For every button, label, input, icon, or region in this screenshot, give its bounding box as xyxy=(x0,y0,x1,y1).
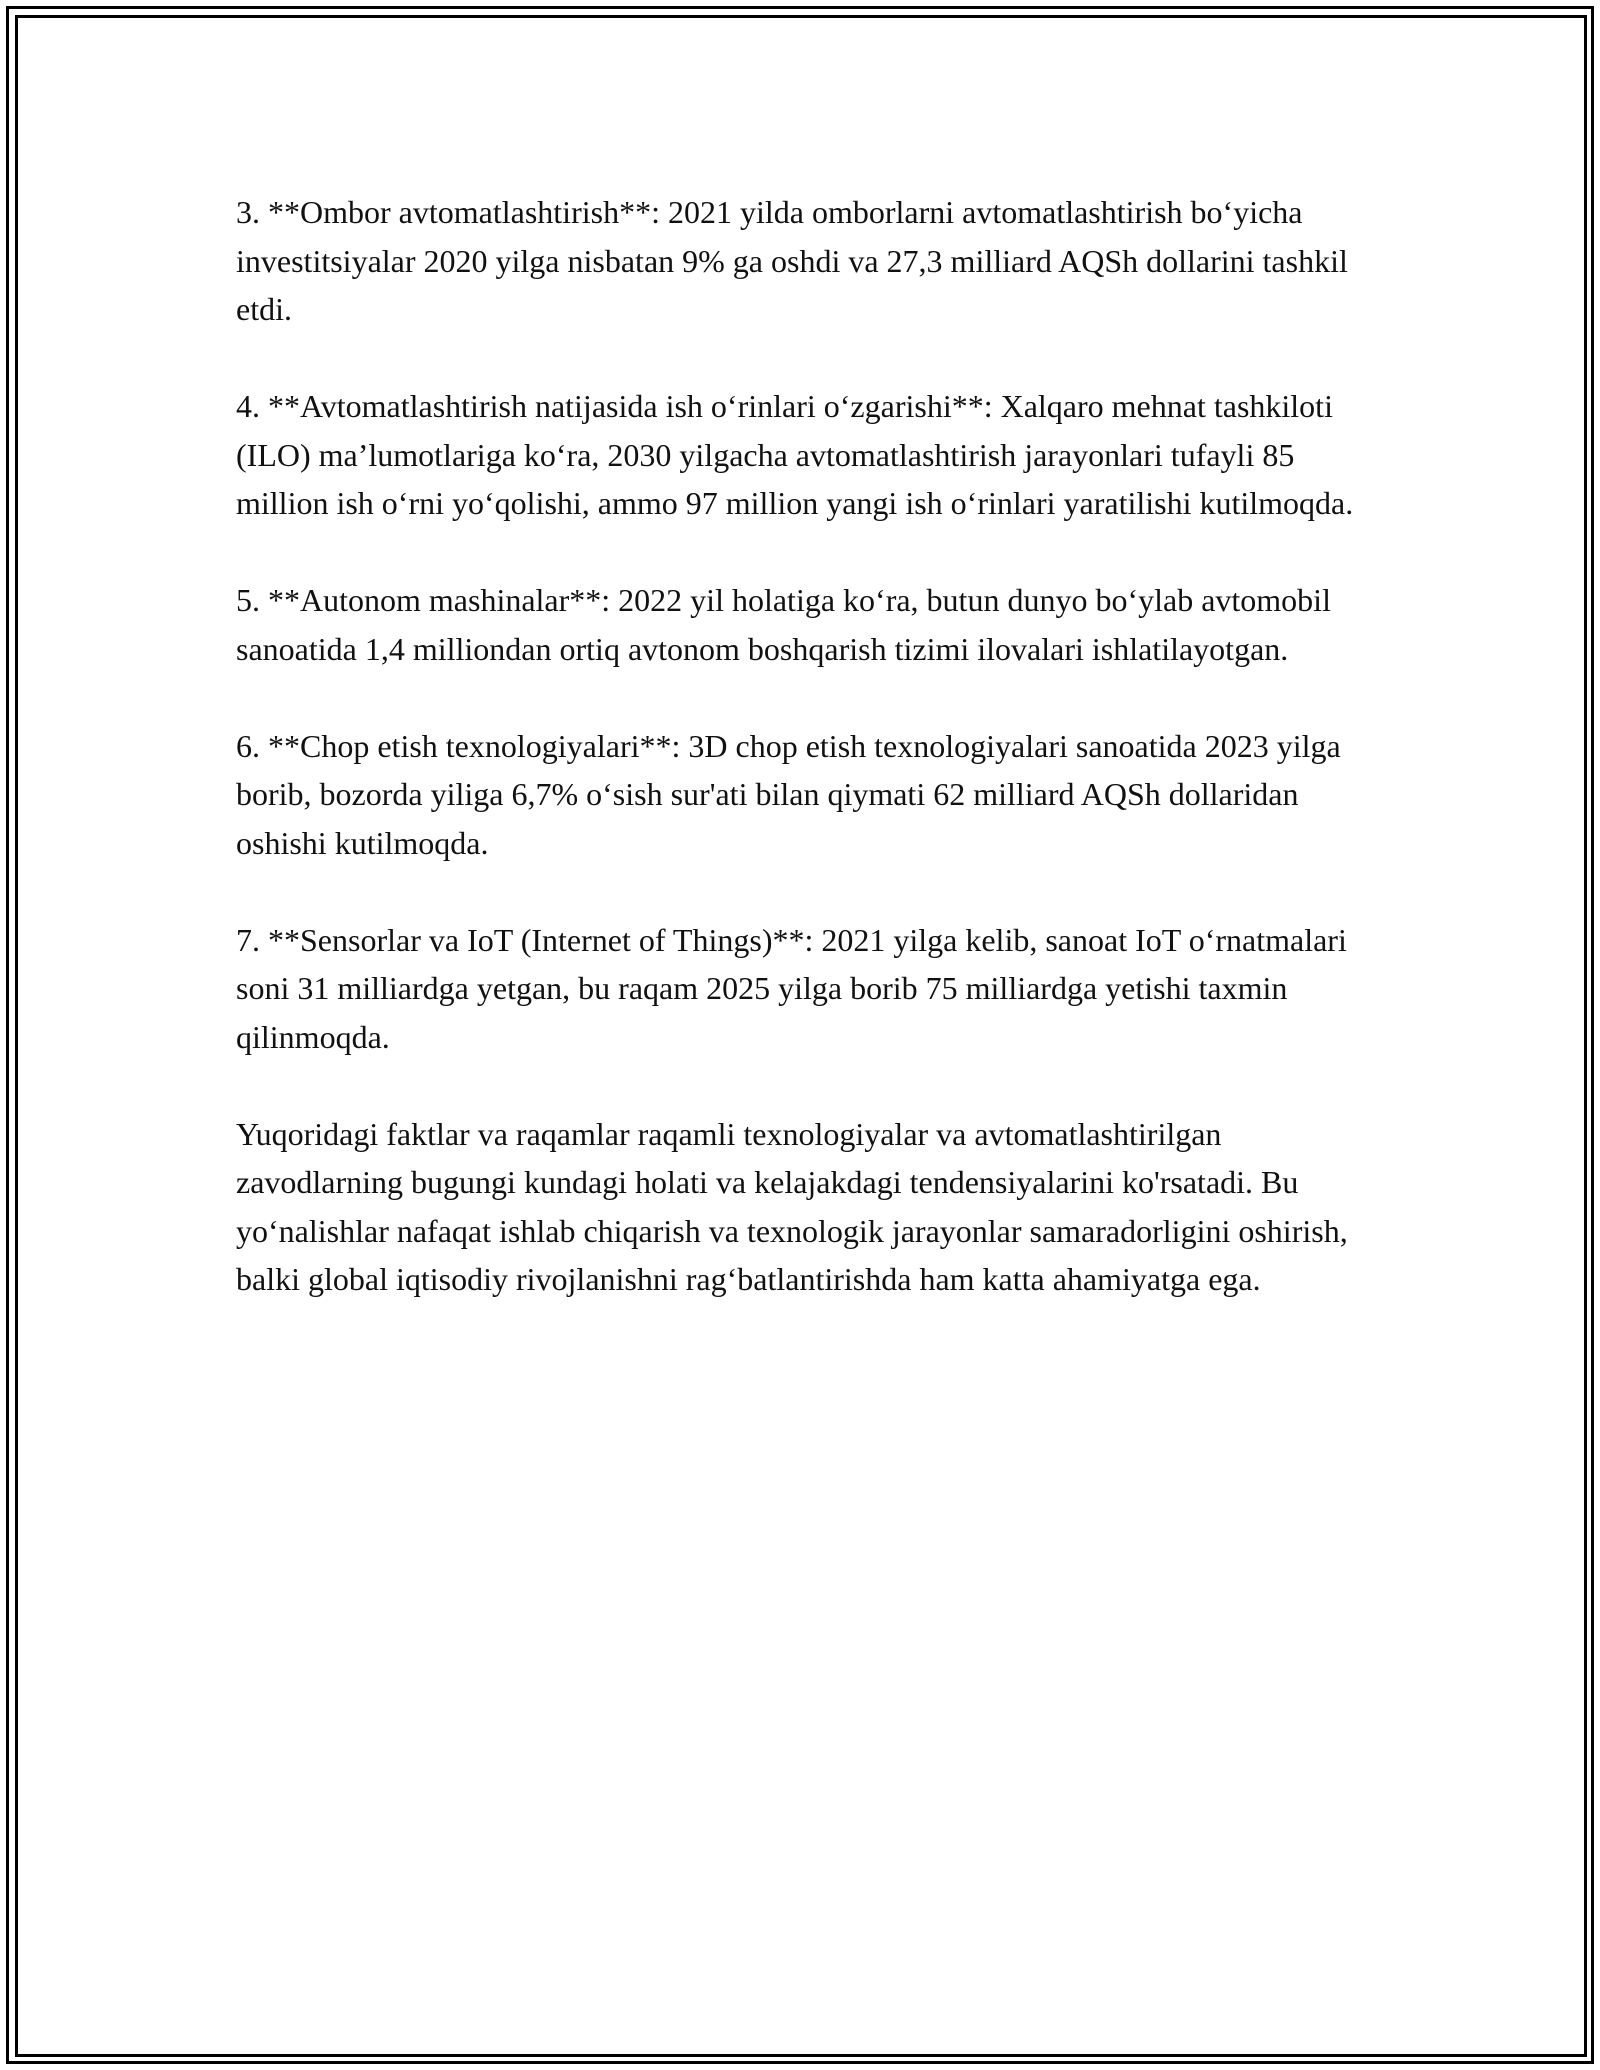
paragraph-item-6: 6. **Chop etish texnologiyalari**: 3D chop etish texnologiyalari sanoatida 2023 yilga borib, bozorda yiliga 6,7% o‘sish sur'ati bilan qiymati 62 milliard AQSh dollaridan oshishi kutilmoqda. xyxy=(236,727,1341,861)
paragraph-item-5: 5. **Autonom mashinalar**: 2022 yil holatiga ko‘ra, butun dunyo bo‘ylab avtomobil sanoatida 1,4 milliondan ortiq avtonom boshqarish tizimi ilovalari ishlatilayotgan. xyxy=(236,582,1331,667)
paragraph-item-3: 3. **Ombor avtomatlashtirish**: 2021 yilda omborlarni avtomatlashtirish bo‘yicha investitsiyalar 2020 yilga nisbatan 9% ga oshdi va 27,3 milliard AQSh dollarini tashkil etdi. xyxy=(236,194,1348,327)
paragraph-item-7: 7. **Sensorlar va IoT (Internet of Things)**: 2021 yilga kelib, sanoat IoT o‘rnatmalari soni 31 milliardga yetgan, bu raqam 2025 yilga borib 75 milliardga yetishi taxmin qilinmoqda. xyxy=(236,921,1347,1055)
conclusion-paragraph: Yuqoridagi faktlar va raqamlar raqamli texnologiyalar va avtomatlashtirilgan zavodlarning bugungi kundagi holati va kelajakdagi tendensiyalarini ko'rsatadi. Bu yo‘nalishlar nafaqat ishlab chiqarish va texnologik jarayonlar samaradorligini oshirish, balki global iqtisodiy rivojlanishni rag‘batlantirishda ham katta ahamiyatga ega. xyxy=(236,1115,1348,1297)
document-body xyxy=(236,188,1386,1352)
paragraph-item-4: 4. **Avtomatlashtirish natijasida ish o‘rinlari o‘zgarishi**: Xalqaro mehnat tashkiloti (ILO) ma’lumotlariga ko‘ra, 2030 yilgacha avtomatlashtirish jarayonlari tufayli 85 million ish o‘rni yo‘qolishi, ammo 97 million yangi ish o‘rinlari yaratilishi kutilmoqda. xyxy=(236,388,1354,521)
